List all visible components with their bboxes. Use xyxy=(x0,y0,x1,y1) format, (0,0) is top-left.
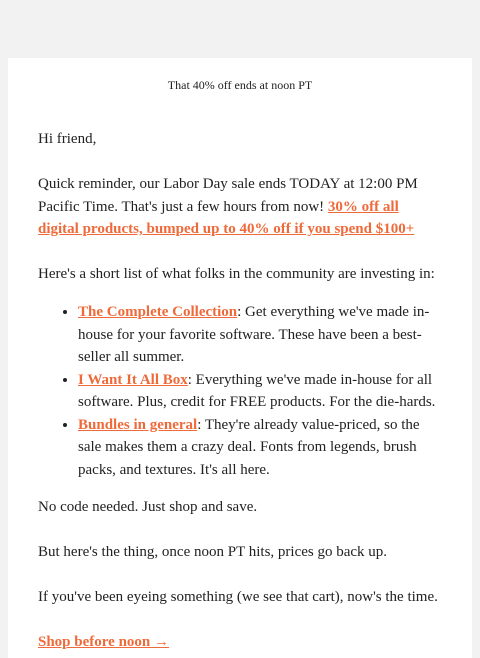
list-item-text: : Get everything we've made in-house for your favorite software. These have been a best-seller all summer. xyxy=(78,304,430,365)
list-item-text: : They're already value-priced, so the sale makes them a crazy deal. Fonts from legends, brush packs, and textures. It's all here. xyxy=(78,416,420,478)
list-item-text: : Everything we've made in-house for all software. Plus, credit for FREE products. For the die-hards. xyxy=(78,371,436,410)
no-code-paragraph: No code needed. Just shop and save. xyxy=(38,499,258,515)
list-intro: Here's a short list of what folks in the community are investing in: xyxy=(38,266,435,282)
bundles-link[interactable]: Bundles in general xyxy=(78,416,198,433)
reminder-paragraph xyxy=(38,173,440,241)
product-list xyxy=(38,301,440,481)
cart-paragraph: If you've been eyeing something (we see that cart), now's the time. xyxy=(38,589,438,605)
shop-before-noon-link[interactable]: Shop before noon → xyxy=(38,634,170,650)
prices-paragraph: But here's the thing, once noon PT hits, prices go back up. xyxy=(38,544,388,560)
complete-collection-link[interactable]: The Complete Collection xyxy=(78,304,238,320)
want-it-all-box-link[interactable]: I Want It All Box xyxy=(78,371,188,388)
email-card xyxy=(8,58,472,658)
list-item xyxy=(78,414,440,482)
email-body xyxy=(38,128,440,654)
list-item xyxy=(78,369,440,414)
reminder-text: Quick reminder, our Labor Day sale ends TODAY at 12:00 PM Pacific Time. That's just a few hours from now! xyxy=(38,176,418,215)
sale-offer-link[interactable]: 30% off all digital products, bumped up to 40% off if you spend $100+ xyxy=(38,198,415,237)
list-item xyxy=(78,301,440,369)
preheader-text: That 40% off ends at noon PT xyxy=(167,78,313,92)
greeting: Hi friend, xyxy=(38,131,97,147)
